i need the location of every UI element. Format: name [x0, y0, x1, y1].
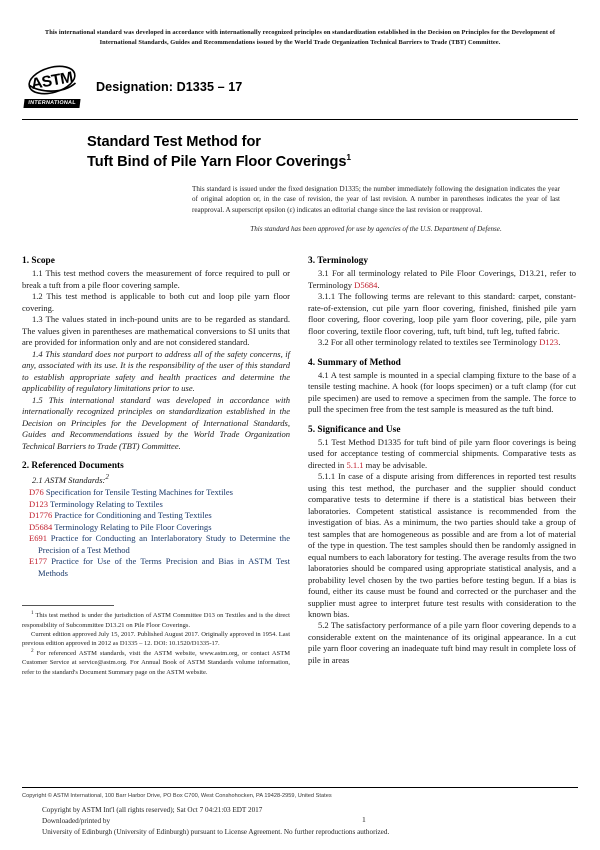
tbt-header-note: This international standard was developed in accordance with internationally recognized principles on standardization established in the Decision on Principles for the Development of International Standards, Guides and Recommendations issued by the World Trade Organization Technical Barriers to Trade (TBT) Committee. — [44, 29, 556, 46]
paragraph-1-4: 1.4 This standard does not purport to address all of the safety concerns, if any, associated with its use. It is the responsibility of the user of this standard to establish appropriate safety and health practices and determine the applicability of regulatory limitations prior to use. — [22, 348, 290, 394]
paragraph-5-1-pre: 5.1 Test Method D1335 for tuft bind of pile yarn floor coverings is being used for acceptance testing of commercial shipments. Comparative tests as directed in — [308, 436, 576, 470]
referenced-standard-title[interactable]: Practice for Conditioning and Testing Textiles — [52, 510, 212, 521]
paragraph-5-1-1: 5.1.1 In case of a dispute arising from differences in reported test results using this test method, the purchaser and the supplier should conduct comparative tests to determine if there is a statistical bias between their laboratories. Competent statistical assistance is recommended from the investigation of bias. As a minimum, the two parties should take a group of test samples that are homogeneous as possible and are from a lot of material of the type in question. The test samples should then be randomly assigned in equal numbers to each laboratory for testing. The average results from the two laboratories should be compared using appropriate statistical analysis, and a probability level chosen by the two parties before testing begun. If a bias is found, either its cause must be found and corrected or the purchaser and the supplier must agree to interpret future test results with consideration to the known bias. — [308, 471, 576, 619]
license-line-2: Downloaded/printed by — [42, 817, 111, 826]
title-line-2: Tuft Bind of Pile Yarn Floor Coverings — [87, 153, 347, 170]
referenced-standard-number[interactable]: E691 — [29, 533, 48, 544]
referenced-standards-list — [22, 487, 290, 579]
title-line-1: Standard Test Method for — [87, 134, 261, 151]
title-block — [87, 133, 578, 234]
issuance-note — [192, 184, 560, 234]
body-columns — [22, 256, 578, 676]
paragraph-1-5: 1.5 This international standard was developed in accordance with internationally recognized principles on standardization established in the Decision on Principles for the Development of International Standards, Guides and Recommendations issued by the World Trade Organization Technical Barriers to Trade (TBT) Committee. — [22, 394, 290, 451]
license-line-3: University of Edinburgh (University of Edinburgh) pursuant to License Agreement. No further reproductions authorized. — [42, 828, 390, 837]
reference-link-d123[interactable]: D123 — [539, 337, 559, 348]
copyright-line: Copyright © ASTM International, 100 Barr Harbor Drive, PO Box C700, West Conshohocken, PA 19428-2959, United States — [22, 793, 332, 800]
paragraph-3-1 — [308, 268, 576, 291]
svg-text:ASTM: ASTM — [29, 69, 75, 94]
paragraph-3-2-pre: 3.2 For all other terminology related to textiles see Terminology — [318, 337, 540, 348]
referenced-standard-number[interactable]: D123 — [29, 498, 48, 509]
reference-link-d5684[interactable]: D5684 — [354, 279, 378, 290]
footnote-1-text: This test method is under the jurisdiction of ASTM Committee D13 on Textiles and is the direct responsibility of Subcommittee D13.21 on Pile Floor Coverings. — [22, 612, 290, 629]
paragraph-3-1-1: 3.1.1 The following terms are relevant to this standard: carpet, constant-rate-of-extension, cut pile yarn floor covering, finished, finished pile yarn floor covering, floor covering, loop pile yarn floor covering, pile, pile yarn floor covering, textile floor covering, tuft, tuft bind, tuft leg, tufted fabric. — [308, 291, 576, 336]
paragraph-5-1 — [308, 437, 576, 471]
page-title — [87, 133, 578, 172]
astm-logo-banner: INTERNATIONAL — [23, 99, 80, 108]
page-number: 1 — [362, 815, 366, 825]
referenced-standard-title[interactable]: Terminology Relating to Pile Floor Coverings — [52, 521, 212, 532]
masthead-divider — [22, 119, 578, 120]
section-heading-scope: 1. Scope — [22, 256, 55, 267]
reference-link-5-1-1[interactable]: 5.1.1 — [346, 459, 364, 470]
referenced-standard-title[interactable]: Terminology Relating to Textiles — [48, 498, 163, 509]
subheading-footnote-marker: 2 — [105, 473, 109, 482]
section-heading-referenced-documents: 2. Referenced Documents — [22, 461, 124, 472]
paragraph-5-1-post: may be advisable. — [363, 459, 428, 470]
license-block — [42, 805, 578, 838]
footnote-1-marker: 1 — [31, 610, 34, 617]
referenced-standard-item[interactable] — [22, 556, 290, 579]
paragraph-3-1-post: . — [377, 279, 380, 290]
footnote-2-text: For referenced ASTM standards, visit the ASTM website, www.astm.org, or contact ASTM Customer Service at service@astm.org. For Annual Book of ASTM Standards volume information, refer to the standard's Document Summary page on the ASTM website. — [22, 649, 290, 676]
footnotes — [22, 611, 290, 677]
astm-logo-icon — [24, 63, 80, 111]
paragraph-5-2: 5.2 The satisfactory performance of a pile yarn floor covering depends to a considerable extent on the maintenance of its original appearance. In a cut pile yarn floor covering an inadequate tuft bind may result in complete loss of pile in areas — [308, 620, 576, 665]
referenced-standard-item[interactable] — [22, 533, 290, 556]
referenced-standard-item[interactable] — [22, 522, 290, 533]
footnote-1-edition: Current edition approved July 15, 2017. Published August 2017. Originally approved in 1954. Last previous edition approved in 2012 as D1335 – 12. DOI: 10.1520/D1335-17. — [22, 631, 290, 648]
paragraph-1-1: 1.1 This test method covers the measurement of force required to pull or break a tuft from a pile floor covering sample. — [22, 268, 290, 290]
page-footer — [22, 787, 578, 838]
referenced-standard-item[interactable] — [22, 510, 290, 521]
license-line-1: Copyright by ASTM Int'l (all rights reserved); Sat Oct 7 04:21:03 EDT 2017 — [42, 806, 263, 815]
paragraph-1-2: 1.2 This test method is applicable to both cut and loop pile yarn floor covering. — [22, 291, 290, 313]
footer-divider — [22, 787, 578, 788]
referenced-standard-title[interactable]: Practice for Use of the Terms Precision and Bias in ASTM Test Methods — [38, 556, 290, 578]
masthead — [22, 61, 578, 113]
paragraph-4-1: 4.1 A test sample is mounted in a special clamping fixture to the base of a tensile testing machine. A hook (for loops specimen) or a tuft clamp (for cut pile specimen) are used to remove a specimen from the sample. The force to pull the specimen free from the test sample is measured as the tuft bind. — [308, 369, 576, 415]
referenced-standard-item[interactable] — [22, 487, 290, 498]
section-heading-significance-and-use: 5. Significance and Use — [308, 424, 401, 435]
referenced-standard-title[interactable]: Specification for Tensile Testing Machines for Textiles — [43, 487, 234, 498]
referenced-standard-title[interactable]: Practice for Conducting an Interlaboratory Study to Determine the Precision of a Test Method — [38, 533, 290, 555]
designation-label: Designation: D1335 – 17 — [96, 80, 243, 95]
right-column — [308, 256, 576, 676]
dod-approval-note: This standard has been approved for use by agencies of the U.S. Department of Defense. — [250, 225, 502, 234]
footnote-1 — [22, 611, 290, 630]
left-column — [22, 256, 290, 676]
paragraph-3-2-post: . — [558, 337, 561, 348]
referenced-standard-number[interactable]: D5684 — [29, 521, 53, 532]
subheading-astm-standards — [22, 473, 290, 486]
footnote-2-marker: 2 — [31, 647, 34, 654]
section-heading-terminology: 3. Terminology — [308, 256, 369, 267]
paragraph-3-1-pre: 3.1 For all terminology related to Pile Floor Coverings, D13.21, refer to Terminology — [308, 268, 576, 290]
title-footnote-marker: 1 — [346, 151, 351, 162]
referenced-standard-number[interactable]: D1776 — [29, 510, 53, 521]
paragraph-3-2 — [308, 337, 576, 348]
issuance-note-body: This standard is issued under the fixed designation D1335; the number immediately following the designation indicates the year of original adoption or, in the case of revision, the year of last revision. A number in parentheses indicates the year of last reapproval. A superscript epsilon (ε) indicates an editorial change since the last revision or reapproval. — [192, 185, 560, 214]
referenced-standard-number[interactable]: E177 — [29, 556, 48, 567]
subheading-astm-standards-text: 2.1 ASTM Standards: — [32, 475, 106, 485]
footnote-2 — [22, 649, 290, 677]
referenced-standard-number[interactable]: D76 — [29, 487, 44, 498]
section-heading-summary-of-method: 4. Summary of Method — [308, 357, 401, 368]
footnote-divider — [22, 605, 114, 606]
paragraph-1-3: 1.3 The values stated in inch-pound units are to be regarded as standard. The values given in parentheses are mathematical conversions to SI units that are provided for information only and are not considered standard. — [22, 314, 290, 348]
referenced-standard-item[interactable] — [22, 499, 290, 510]
